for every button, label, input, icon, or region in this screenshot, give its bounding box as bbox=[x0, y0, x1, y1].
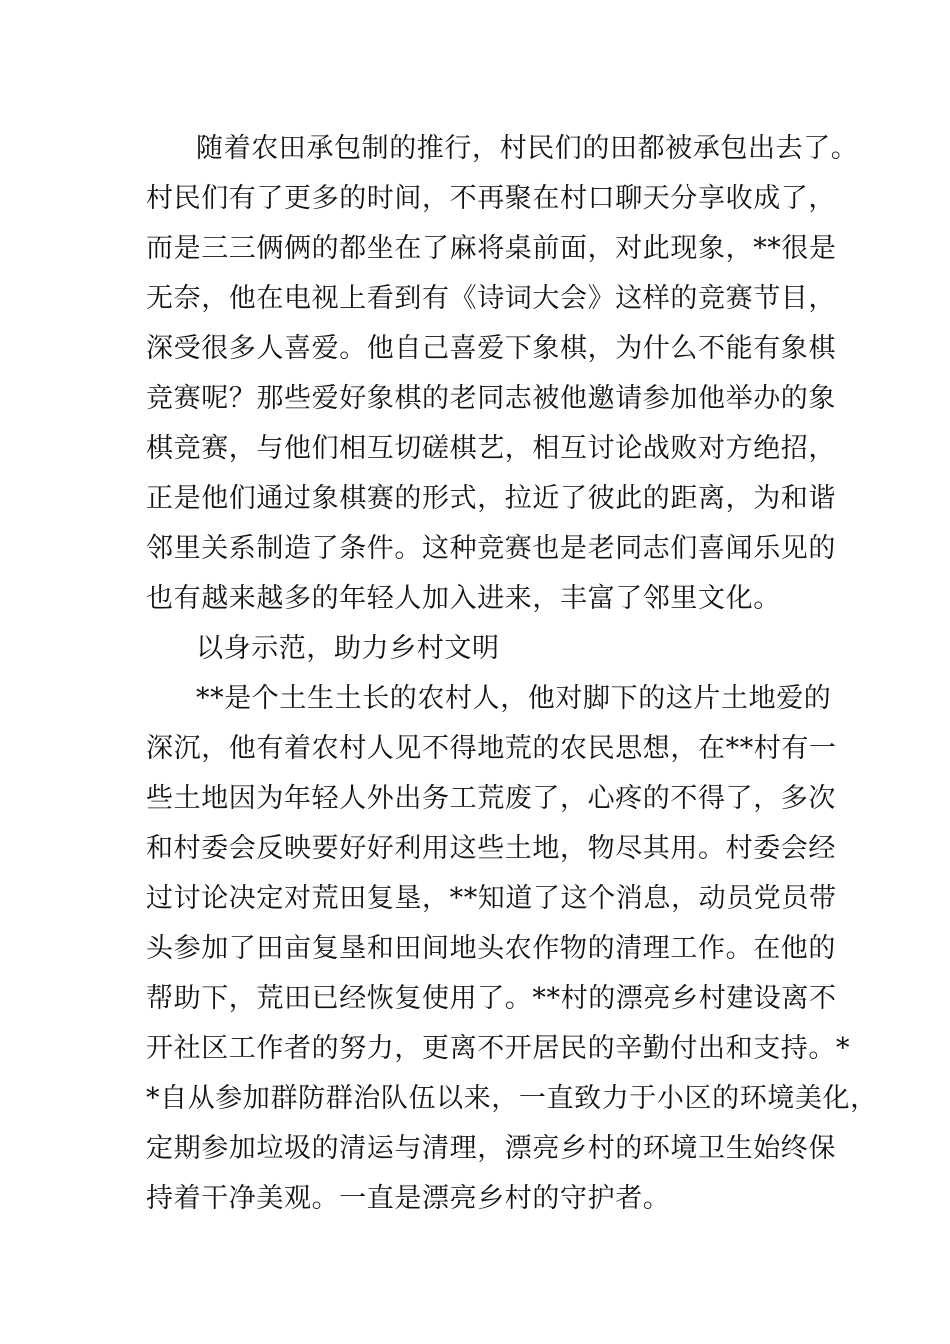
paragraph-line: 竞赛呢？那些爱好象棋的老同志被他邀请参加他举办的象 bbox=[146, 383, 836, 414]
paragraph-line: 深受很多人喜爱。他自己喜爱下象棋，为什么不能有象棋 bbox=[146, 333, 836, 364]
paragraph-line: 邻里关系制造了条件。这种竞赛也是老同志们喜闻乐见的 bbox=[146, 533, 836, 564]
paragraph-line: 些土地因为年轻人外出务工荒废了，心疼的不得了，多次 bbox=[146, 783, 836, 814]
section-heading: 以身示范，助力乡村文明 bbox=[196, 633, 500, 664]
paragraph-line: 过讨论决定对荒田复垦，**知道了这个消息，动员党员带 bbox=[146, 883, 837, 914]
paragraph-line: *自从参加群防群治队伍以来，一直致力于小区的环境美化， bbox=[146, 1083, 878, 1114]
paragraph-line: 村民们有了更多的时间，不再聚在村口聊天分享收成了， bbox=[146, 183, 836, 214]
document-body bbox=[146, 124, 878, 1224]
paragraph-line: **是个土生土长的农村人，他对脚下的这片土地爱的 bbox=[196, 683, 832, 714]
paragraph-line: 开社区工作者的努力，更离不开居民的辛勤付出和支持。* bbox=[146, 1033, 851, 1064]
paragraph-line: 棋竞赛，与他们相互切磋棋艺，相互讨论战败对方绝招， bbox=[146, 433, 836, 464]
paragraph-line: 帮助下，荒田已经恢复使用了。**村的漂亮乡村建设离不 bbox=[146, 983, 837, 1014]
paragraph-line: 深沉，他有着农村人见不得地荒的农民思想，在**村有一 bbox=[146, 733, 837, 764]
paragraph-line: 头参加了田亩复垦和田间地头农作物的清理工作。在他的 bbox=[146, 933, 836, 964]
paragraph-line: 而是三三俩俩的都坐在了麻将桌前面，对此现象，**很是 bbox=[146, 233, 837, 264]
paragraph-line: 无奈，他在电视上看到有《诗词大会》这样的竞赛节目， bbox=[146, 283, 836, 314]
paragraph-line: 定期参加垃圾的清运与清理，漂亮乡村的环境卫生始终保 bbox=[146, 1133, 836, 1164]
paragraph-line: 和村委会反映要好好利用这些土地，物尽其用。村委会经 bbox=[146, 833, 836, 864]
paragraph-line: 随着农田承包制的推行，村民们的田都被承包出去了。 bbox=[196, 133, 859, 164]
paragraph-line: 持着干净美观。一直是漂亮乡村的守护者。 bbox=[146, 1183, 671, 1214]
paragraph-line: 也有越来越多的年轻人加入进来，丰富了邻里文化。 bbox=[146, 583, 781, 614]
paragraph-line: 正是他们通过象棋赛的形式，拉近了彼此的距离，为和谐 bbox=[146, 483, 836, 514]
